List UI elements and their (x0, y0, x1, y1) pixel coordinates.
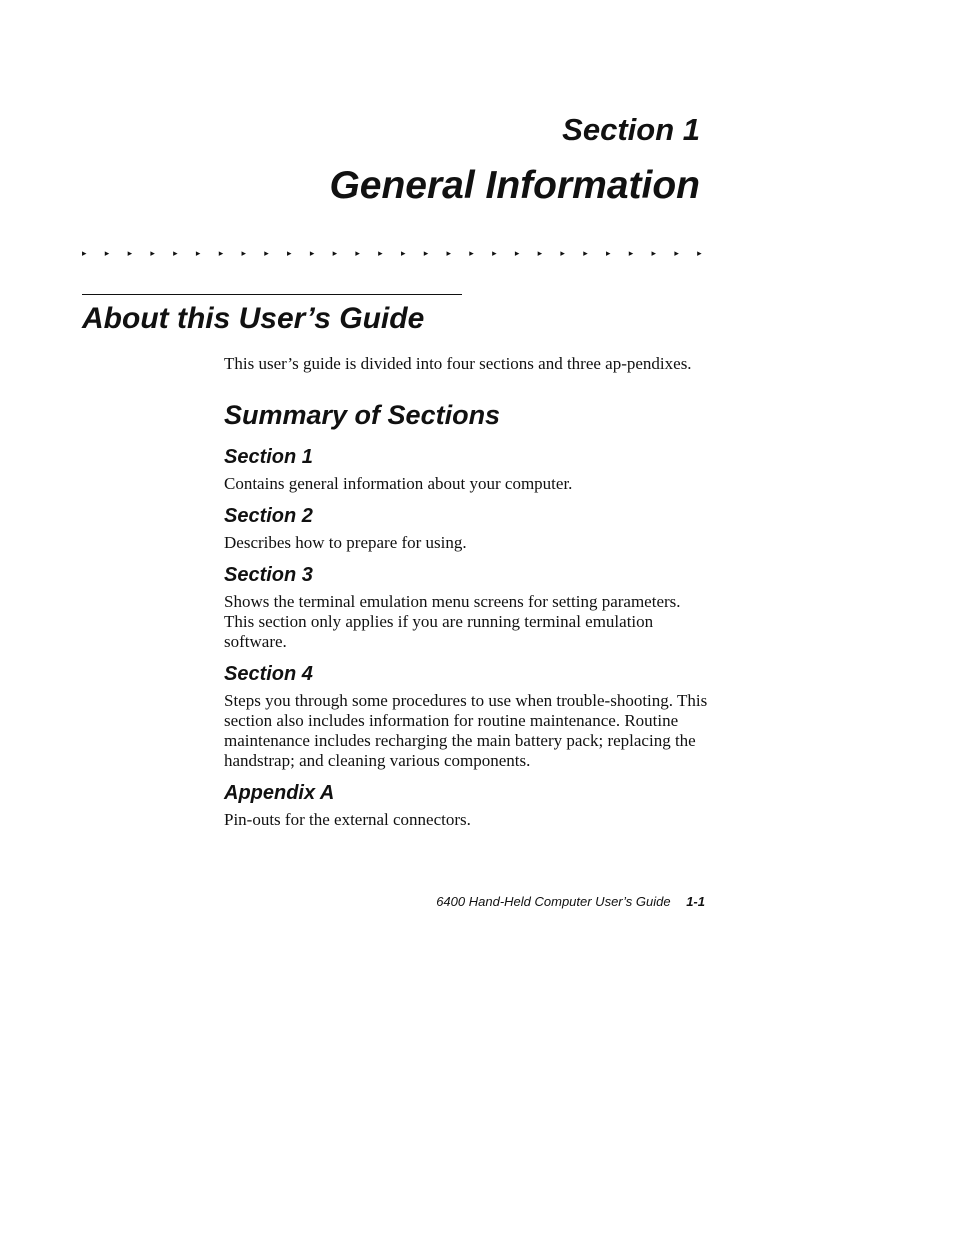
arrow-marker-icon: ▸ (173, 248, 178, 258)
item-text: Pin-outs for the external connectors. (224, 810, 471, 829)
arrow-marker-icon: ▸ (127, 248, 133, 258)
arrow-marker-icon: ▸ (605, 248, 611, 258)
arrow-marker-icon: ▸ (241, 248, 246, 258)
arrow-marker-icon: ▸ (628, 248, 634, 258)
arrow-marker-icon: ▸ (287, 248, 292, 258)
arrow-marker-icon: ▸ (309, 248, 315, 258)
page-footer (436, 894, 705, 909)
arrow-marker-icon: ▸ (423, 248, 429, 258)
item-title: Section 4 (224, 663, 313, 685)
item-title: Section 3 (224, 564, 313, 586)
footer-guide-title: 6400 Hand-Held Computer User’s Guide (436, 894, 671, 909)
arrow-marker-icon: ▸ (583, 248, 588, 258)
arrow-marker-icon: ▸ (651, 248, 657, 258)
intro-paragraph: This user’s guide is divided into four sections and three ap-pendixes. (224, 354, 692, 373)
summary-heading: Summary of Sections (224, 400, 501, 430)
about-heading: About this User’s Guide (82, 302, 425, 335)
arrow-marker-icon: ▸ (492, 248, 497, 258)
arrow-marker-icon: ▸ (446, 248, 452, 258)
item-text: Shows the terminal emulation menu screens for setting parameters. This section only applies if you are running terminal emulation software. (224, 592, 681, 651)
item-title: Section 2 (224, 505, 313, 527)
arrow-marker-icon: ▸ (514, 248, 520, 258)
chapter-title: General Information (329, 164, 700, 207)
item-text: Steps you through some procedures to use when trouble-shooting. This section also includes information for routine maintenance. Routine maintenance includes recharging the main battery pack; replacing the handstrap; and cleaning various components. (224, 691, 708, 770)
arrow-marker-icon: ▸ (218, 248, 224, 258)
decorative-arrow-row (82, 247, 702, 259)
item-title: Appendix A (224, 782, 335, 804)
arrow-marker-icon: ▸ (264, 248, 269, 258)
arrow-marker-icon: ▸ (195, 248, 201, 258)
arrow-marker-icon: ▸ (469, 248, 474, 258)
arrow-marker-icon: ▸ (674, 248, 679, 258)
item-text: Describes how to prepare for using. (224, 533, 467, 552)
item-text: Contains general information about your computer. (224, 474, 573, 493)
arrow-marker-icon: ▸ (400, 248, 406, 258)
main-content (224, 354, 708, 830)
arrow-marker-icon: ▸ (355, 248, 360, 258)
arrow-marker-icon: ▸ (697, 248, 702, 258)
heading-rule (82, 294, 462, 295)
arrow-marker-icon: ▸ (332, 248, 338, 258)
page-number: 1-1 (686, 894, 705, 909)
arrow-marker-icon: ▸ (537, 248, 543, 258)
arrow-marker-icon: ▸ (150, 248, 155, 258)
section-label: Section 1 (562, 112, 700, 147)
arrow-marker-icon: ▸ (378, 248, 383, 258)
arrow-marker-icon: ▸ (82, 248, 87, 258)
arrow-marker-icon: ▸ (560, 248, 565, 258)
item-title: Section 1 (224, 446, 313, 468)
arrow-marker-icon: ▸ (104, 248, 110, 258)
